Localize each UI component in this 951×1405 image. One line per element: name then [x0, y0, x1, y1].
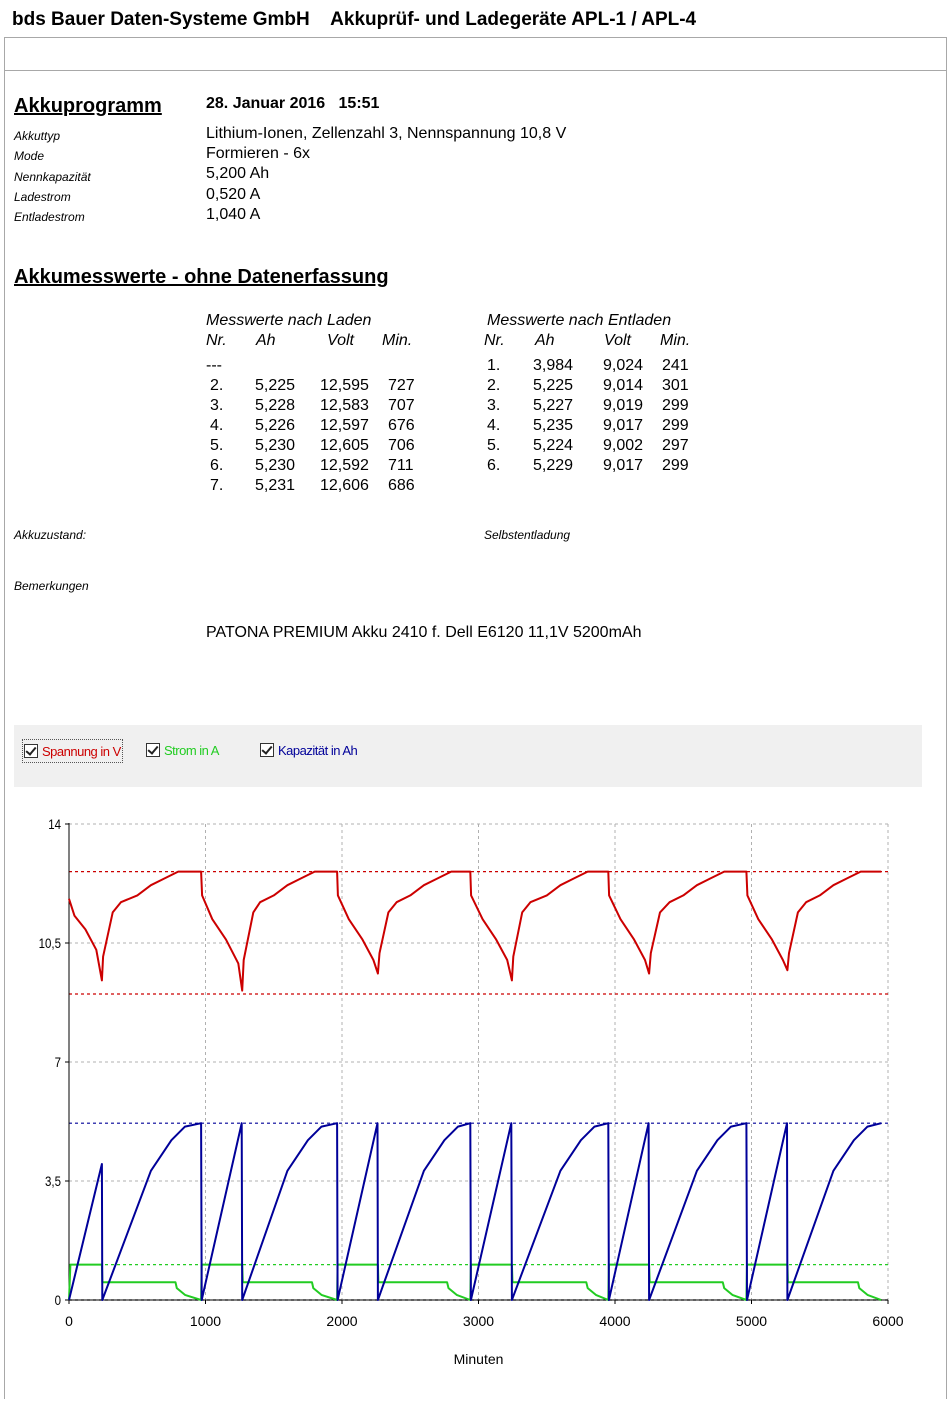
- x-tick-label: 5000: [735, 1313, 768, 1329]
- discharge-cell-min: 301: [662, 377, 689, 394]
- charge-cell-nr: 5.: [210, 437, 224, 454]
- charge-cell-volt: 12,605: [320, 437, 369, 454]
- discharge-header-min: Min.: [660, 332, 691, 349]
- discharge-cell-min: 297: [662, 437, 689, 454]
- remark-text: PATONA PREMIUM Akku 2410 f. Dell E6120 11,1V 5200mAh: [206, 624, 642, 641]
- field-value-entladestrom: 1,040 A: [206, 206, 261, 223]
- charge-cell-min: 706: [388, 437, 415, 454]
- x-axis-label: Minuten: [453, 1351, 504, 1367]
- legend-spannung[interactable]: [22, 739, 123, 763]
- charge-cell-min: 727: [388, 377, 415, 394]
- discharge-cell-volt: 9,017: [603, 457, 644, 474]
- discharge-cell-nr: 3.: [487, 397, 501, 414]
- header-divider: [4, 70, 947, 71]
- charge-cell-ah: 5,228: [255, 397, 296, 414]
- discharge-cell-volt: 9,019: [603, 397, 644, 414]
- charge-cell-nr: 3.: [210, 397, 224, 414]
- checkbox-checked-icon[interactable]: [260, 743, 274, 757]
- discharge-table-title: Messwerte nach Entladen: [487, 312, 672, 329]
- discharge-cell-min: 241: [662, 357, 689, 374]
- header-divider: [4, 37, 947, 38]
- charge-table-title: Messwerte nach Laden: [206, 312, 372, 329]
- field-label-mode: Mode: [14, 149, 45, 163]
- field-label-akkutyp: Akkuttyp: [14, 129, 61, 143]
- discharge-cell-volt: 9,014: [603, 377, 644, 394]
- discharge-cell-ah: 5,225: [533, 377, 574, 394]
- charge-cell-volt: 12,592: [320, 457, 369, 474]
- charge-cell-min: 686: [388, 477, 415, 494]
- chart-legend-panel: [14, 725, 922, 787]
- charge-cell-nr: 2.: [210, 377, 224, 394]
- charge-cell-nr: 4.: [210, 417, 224, 434]
- discharge-cell-ah: 5,235: [533, 417, 574, 434]
- charge-cell-nr: 6.: [210, 457, 224, 474]
- charge-cell-min: 711: [388, 457, 414, 474]
- battery-cycle-chart: [0, 795, 951, 1375]
- x-tick-label: 1000: [189, 1313, 222, 1329]
- x-tick-label: 3000: [462, 1313, 495, 1329]
- discharge-cell-ah: 3,984: [533, 357, 574, 374]
- x-tick-label: 6000: [872, 1313, 904, 1329]
- y-tick-label: 14: [48, 815, 61, 833]
- selbstentladung-label: Selbstentladung: [484, 528, 571, 542]
- discharge-cell-ah: 5,227: [533, 397, 574, 414]
- field-value-akkutyp: Lithium-Ionen, Zellenzahl 3, Nennspannung 10,8 V: [206, 125, 567, 142]
- charge-cell-min: 676: [388, 417, 415, 434]
- akkuzustand-label: Akkuzustand:: [14, 528, 87, 542]
- y-tick-label: 10,5: [38, 934, 61, 952]
- field-label-ladestrom: Ladestrom: [14, 190, 71, 204]
- legend-kapazitaet-label: Kapazität in Ah: [278, 742, 358, 758]
- legend-strom[interactable]: [146, 739, 219, 761]
- charge-cell-ah: 5,226: [255, 417, 296, 434]
- discharge-cell-nr: 2.: [487, 377, 501, 394]
- discharge-header-volt: Volt: [604, 332, 631, 349]
- charge-cell-ah: 5,225: [255, 377, 296, 394]
- measurements-heading: Akkumesswerte - ohne Datenerfassung: [14, 266, 389, 288]
- x-tick-label: 4000: [599, 1313, 631, 1329]
- field-value-ladestrom: 0,520 A: [206, 186, 261, 203]
- field-label-nennkapazitaet: Nennkapazität: [14, 170, 91, 184]
- legend-strom-label: Strom in A: [164, 742, 219, 758]
- charge-cell-volt: 12,606: [320, 477, 369, 494]
- series-line: [69, 1123, 881, 1300]
- charge-cell-ah: 5,230: [255, 437, 296, 454]
- discharge-header-nr: Nr.: [484, 332, 505, 349]
- discharge-cell-ah: 5,224: [533, 437, 574, 454]
- discharge-cell-nr: 1.: [487, 357, 501, 374]
- discharge-cell-min: 299: [662, 457, 689, 474]
- charge-cell-ah: 5,231: [255, 477, 296, 494]
- charge-cell-ah: 5,230: [255, 457, 296, 474]
- x-tick-label: 0: [65, 1313, 73, 1329]
- discharge-cell-min: 299: [662, 397, 689, 414]
- field-value-mode: Formieren - 6x: [206, 145, 311, 162]
- field-label-entladestrom: Entladestrom: [14, 210, 85, 224]
- charge-cell-volt: 12,597: [320, 417, 369, 434]
- legend-kapazitaet[interactable]: [260, 739, 357, 761]
- charge-cell-volt: 12,583: [320, 397, 369, 414]
- discharge-cell-ah: 5,229: [533, 457, 574, 474]
- charge-cell-nr: ---: [206, 357, 222, 374]
- discharge-cell-nr: 5.: [487, 437, 501, 454]
- y-tick-label: 3,5: [45, 1172, 61, 1190]
- discharge-cell-volt: 9,024: [603, 357, 644, 374]
- y-tick-label: 7: [54, 1053, 61, 1071]
- field-value-nennkapazitaet: 5,200 Ah: [206, 165, 270, 182]
- document-header-title: bds Bauer Daten-Systeme GmbH Akkuprüf- und Ladegeräte APL-1 / APL-4: [12, 9, 697, 30]
- discharge-cell-volt: 9,017: [603, 417, 644, 434]
- charge-header-min: Min.: [382, 332, 413, 349]
- charge-cell-min: 707: [388, 397, 415, 414]
- x-tick-label: 2000: [326, 1313, 358, 1329]
- discharge-cell-min: 299: [662, 417, 689, 434]
- bemerkungen-label: Bemerkungen: [14, 579, 89, 593]
- program-heading: Akkuprogramm: [14, 95, 162, 117]
- discharge-cell-volt: 9,002: [603, 437, 644, 454]
- series-line: [69, 872, 881, 991]
- checkbox-checked-icon[interactable]: [146, 743, 160, 757]
- charge-header-nr: Nr.: [206, 332, 227, 349]
- discharge-cell-nr: 6.: [487, 457, 501, 474]
- charge-cell-nr: 7.: [210, 477, 224, 494]
- discharge-header-ah: Ah: [535, 332, 555, 349]
- charge-header-ah: Ah: [256, 332, 276, 349]
- charge-cell-volt: 12,595: [320, 377, 369, 394]
- checkbox-checked-icon[interactable]: [24, 744, 38, 758]
- y-tick-label: 0: [54, 1291, 61, 1309]
- discharge-cell-nr: 4.: [487, 417, 501, 434]
- legend-spannung-label: Spannung in V: [42, 743, 121, 759]
- program-datetime: 28. Januar 2016 15:51: [206, 95, 380, 112]
- charge-header-volt: Volt: [327, 332, 354, 349]
